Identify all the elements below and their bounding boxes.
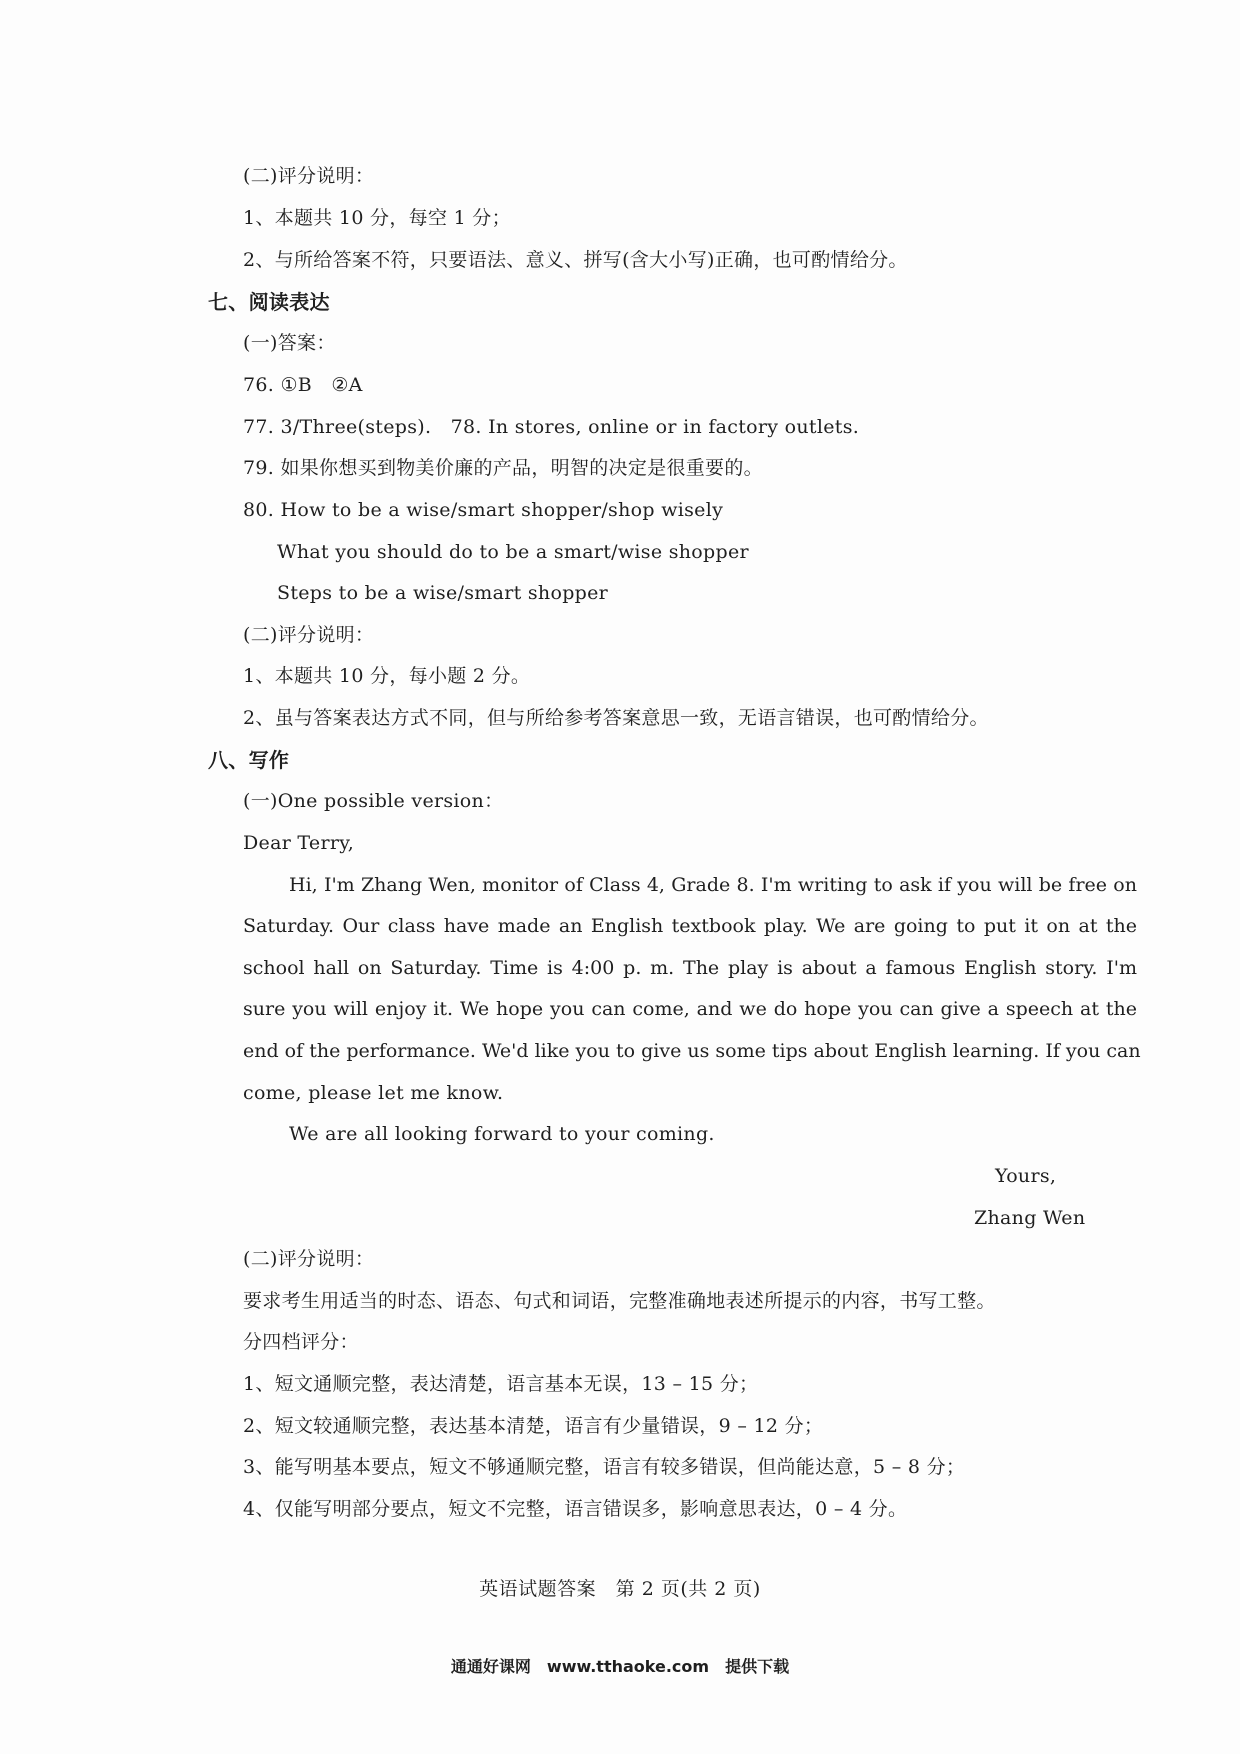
section8-scoring-label: (二)评分说明： xyxy=(243,1248,375,1270)
section7-answers-label: (一)答案： xyxy=(243,332,336,354)
section8-scoring-item-1: 1、短文通顺完整，表达清楚，语言基本无误，13 – 15 分； xyxy=(243,1373,759,1395)
answer-80: 80. How to be a wise/smart shopper/shop wisely xyxy=(243,499,724,521)
letter-closing-line: We are all looking forward to your coming. xyxy=(289,1123,715,1145)
section7-scoring-label: (二)评分说明： xyxy=(243,624,375,646)
version-label: (一)One possible version： xyxy=(243,790,504,812)
letter-signoff: Yours, xyxy=(995,1165,1057,1187)
section8-title: 八、写作 xyxy=(208,748,290,772)
letter-greeting: Dear Terry, xyxy=(243,832,355,854)
section7-scoring-item-1: 1、本题共 10 分，每小题 2 分。 xyxy=(243,665,531,687)
source-credit: 通通好课网 www.tthaoke.com 提供下载 xyxy=(450,1657,790,1676)
section8-scoring-item-4: 4、仅能写明部分要点，短文不完整，语言错误多，影响意思表达，0 – 4 分。 xyxy=(243,1498,908,1520)
section6-scoring-label: (二)评分说明： xyxy=(243,165,375,187)
section8-scoring-intro-1: 要求考生用适当的时态、语态、句式和词语，完整准确地表述所提示的内容，书写工整。 xyxy=(243,1290,996,1312)
section6-scoring-item-1: 1、本题共 10 分，每空 1 分； xyxy=(243,207,511,229)
answer-76: 76. ①B ②A xyxy=(243,374,363,396)
section7-title: 七、阅读表达 xyxy=(208,290,330,314)
letter-signature: Zhang Wen xyxy=(974,1207,1086,1229)
letter-line-1: Hi, I'm Zhang Wen, monitor of Class 4, Grade 8. I'm writing to ask if you will be free on xyxy=(289,874,1137,896)
answer-79: 79. 如果你想买到物美价廉的产品，明智的决定是很重要的。 xyxy=(243,457,763,479)
answer-80-alt-1: What you should do to be a smart/wise shopper xyxy=(277,541,749,563)
letter-line-4: sure you will enjoy it. We hope you can come, and we do hope you can give a speech at the xyxy=(243,998,1137,1020)
page-footer: 英语试题答案 第 2 页(共 2 页) xyxy=(479,1578,761,1600)
section8-scoring-item-3: 3、能写明基本要点，短文不够通顺完整，语言有较多错误，但尚能达意，5 – 8 分； xyxy=(243,1456,966,1478)
section6-scoring-item-2: 2、与所给答案不符，只要语法、意义、拼写(含大小写)正确，也可酌情给分。 xyxy=(243,249,908,271)
answer-80-alt-2: Steps to be a wise/smart shopper xyxy=(277,582,609,604)
section7-scoring-item-2: 2、虽与答案表达方式不同，但与所给参考答案意思一致，无语言错误，也可酌情给分。 xyxy=(243,707,989,729)
section8-scoring-intro-2: 分四档评分： xyxy=(243,1331,359,1353)
letter-line-6: come, please let me know. xyxy=(243,1082,504,1104)
section8-scoring-item-2: 2、短文较通顺完整，表达基本清楚，语言有少量错误，9 – 12 分； xyxy=(243,1415,824,1437)
letter-line-5: end of the performance. We'd like you to give us some tips about English learning. If you can xyxy=(243,1040,1141,1062)
answer-77-78: 77. 3/Three(steps). 78. In stores, online or in factory outlets. xyxy=(243,416,860,438)
letter-line-3: school hall on Saturday. Time is 4:00 p. m. The play is about a famous English story. I'm xyxy=(243,957,1137,979)
letter-line-2: Saturday. Our class have made an English textbook play. We are going to put it on at the xyxy=(243,915,1137,937)
